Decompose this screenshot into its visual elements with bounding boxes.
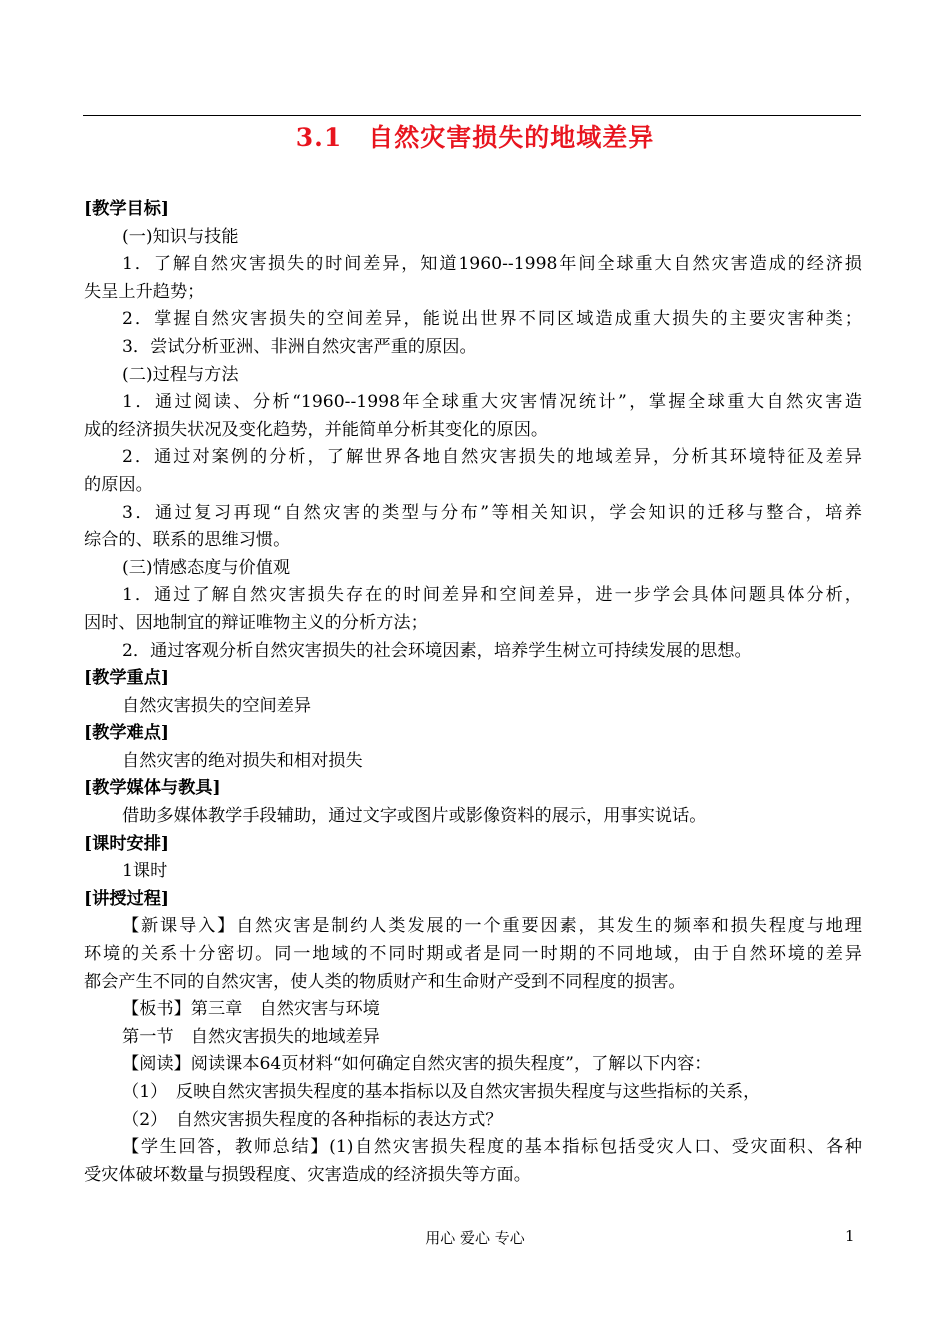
text-line: 2．掌握自然灾害损失的空间差异，能说出世界不同区域造成重大损失的主要灾害种类； bbox=[122, 309, 862, 330]
text-line: (三)情感态度与价值观 bbox=[122, 557, 291, 578]
section-heading: [教学重点] bbox=[84, 668, 170, 689]
document-body bbox=[84, 196, 862, 1189]
text-line: 都会产生不同的自然灾害，使人类的物质财产和生命财产受到不同程度的损害。 bbox=[84, 971, 686, 992]
section-heading: [课时安排] bbox=[84, 833, 170, 854]
text-line: (一)知识与技能 bbox=[122, 226, 239, 247]
page-number: 1 bbox=[845, 1227, 855, 1245]
text-line: 【板书】第三章 自然灾害与环境 bbox=[122, 999, 380, 1020]
section-heading: [教学媒体与教具] bbox=[84, 778, 221, 799]
text-line: （1） 反映自然灾害损失程度的基本指标以及自然灾害损失程度与这些指标的关系， bbox=[122, 1082, 761, 1102]
text-line: 2．通过客观分析自然灾害损失的社会环境因素，培养学生树立可持续发展的思想。 bbox=[122, 640, 752, 661]
text-line: 自然灾害损失的空间差异 bbox=[122, 695, 312, 716]
text-line: (二)过程与方法 bbox=[122, 364, 239, 385]
text-line: 的原因。 bbox=[84, 474, 153, 495]
text-line: （2） 自然灾害损失程度的各种指标的表达方式？ bbox=[122, 1109, 503, 1130]
text-line: 【阅读】阅读课本64页材料“如何确定自然灾害的损失程度”，了解以下内容： bbox=[122, 1054, 712, 1075]
text-line: 第一节 自然灾害损失的地域差异 bbox=[122, 1026, 380, 1047]
text-line: 因时、因地制宜的辩证唯物主义的分析方法； bbox=[84, 612, 428, 633]
text-line: 综合的、联系的思维习惯。 bbox=[84, 530, 291, 551]
section-heading: [教学目标] bbox=[84, 199, 170, 219]
text-line: 【新课导入】自然灾害是制约人类发展的一个重要因素，其发生的频率和损失程度与地理 bbox=[122, 916, 862, 937]
text-line: 环境的关系十分密切。同一地域的不同时期或者是同一时期的不同地域，由于自然环境的差异 bbox=[84, 944, 862, 965]
text-line: 2．通过对案例的分析，了解世界各地自然灾害损失的地域差异，分析其环境特征及差异 bbox=[122, 447, 862, 468]
text-line: 自然灾害的绝对损失和相对损失 bbox=[122, 750, 363, 771]
text-line: 3．尝试分析亚洲、非洲自然灾害严重的原因。 bbox=[122, 336, 477, 357]
text-line: 1．通过阅读、分析“1960--1998年全球重大灾害情况统计”，掌握全球重大自然灾害造 bbox=[122, 392, 862, 413]
text-line: 失呈上升趋势； bbox=[84, 281, 205, 302]
text-line: 3．通过复习再现“自然灾害的类型与分布”等相关知识，学会知识的迁移与整合，培养 bbox=[122, 502, 862, 523]
page-title: 3.1 自然灾害损失的地域差异 bbox=[295, 123, 655, 152]
text-line: 1．通过了解自然灾害损失存在的时间差异和空间差异，进一步学会具体问题具体分析， bbox=[122, 585, 862, 606]
section-heading: [讲授过程] bbox=[84, 888, 170, 909]
text-line: 受灾体破坏数量与损毁程度、灾害造成的经济损失等方面。 bbox=[84, 1164, 531, 1185]
section-heading: [教学难点] bbox=[84, 723, 170, 744]
text-line: 成的经济损失状况及变化趋势，并能简单分析其变化的原因。 bbox=[84, 419, 549, 440]
text-line: 1．了解自然灾害损失的时间差异，知道1960--1998年间全球重大自然灾害造成的经济损 bbox=[122, 254, 862, 275]
text-line: 1课时 bbox=[122, 861, 168, 882]
top-rule bbox=[83, 115, 861, 116]
text-line: 【学生回答，教师总结】(1)自然灾害损失程度的基本指标包括受灾人口、受灾面积、各种 bbox=[122, 1137, 862, 1158]
page-footer: 用心 爱心 专心 bbox=[425, 1229, 525, 1247]
text-line: 借助多媒体教学手段辅助，通过文字或图片或影像资料的展示，用事实说话。 bbox=[122, 806, 707, 827]
